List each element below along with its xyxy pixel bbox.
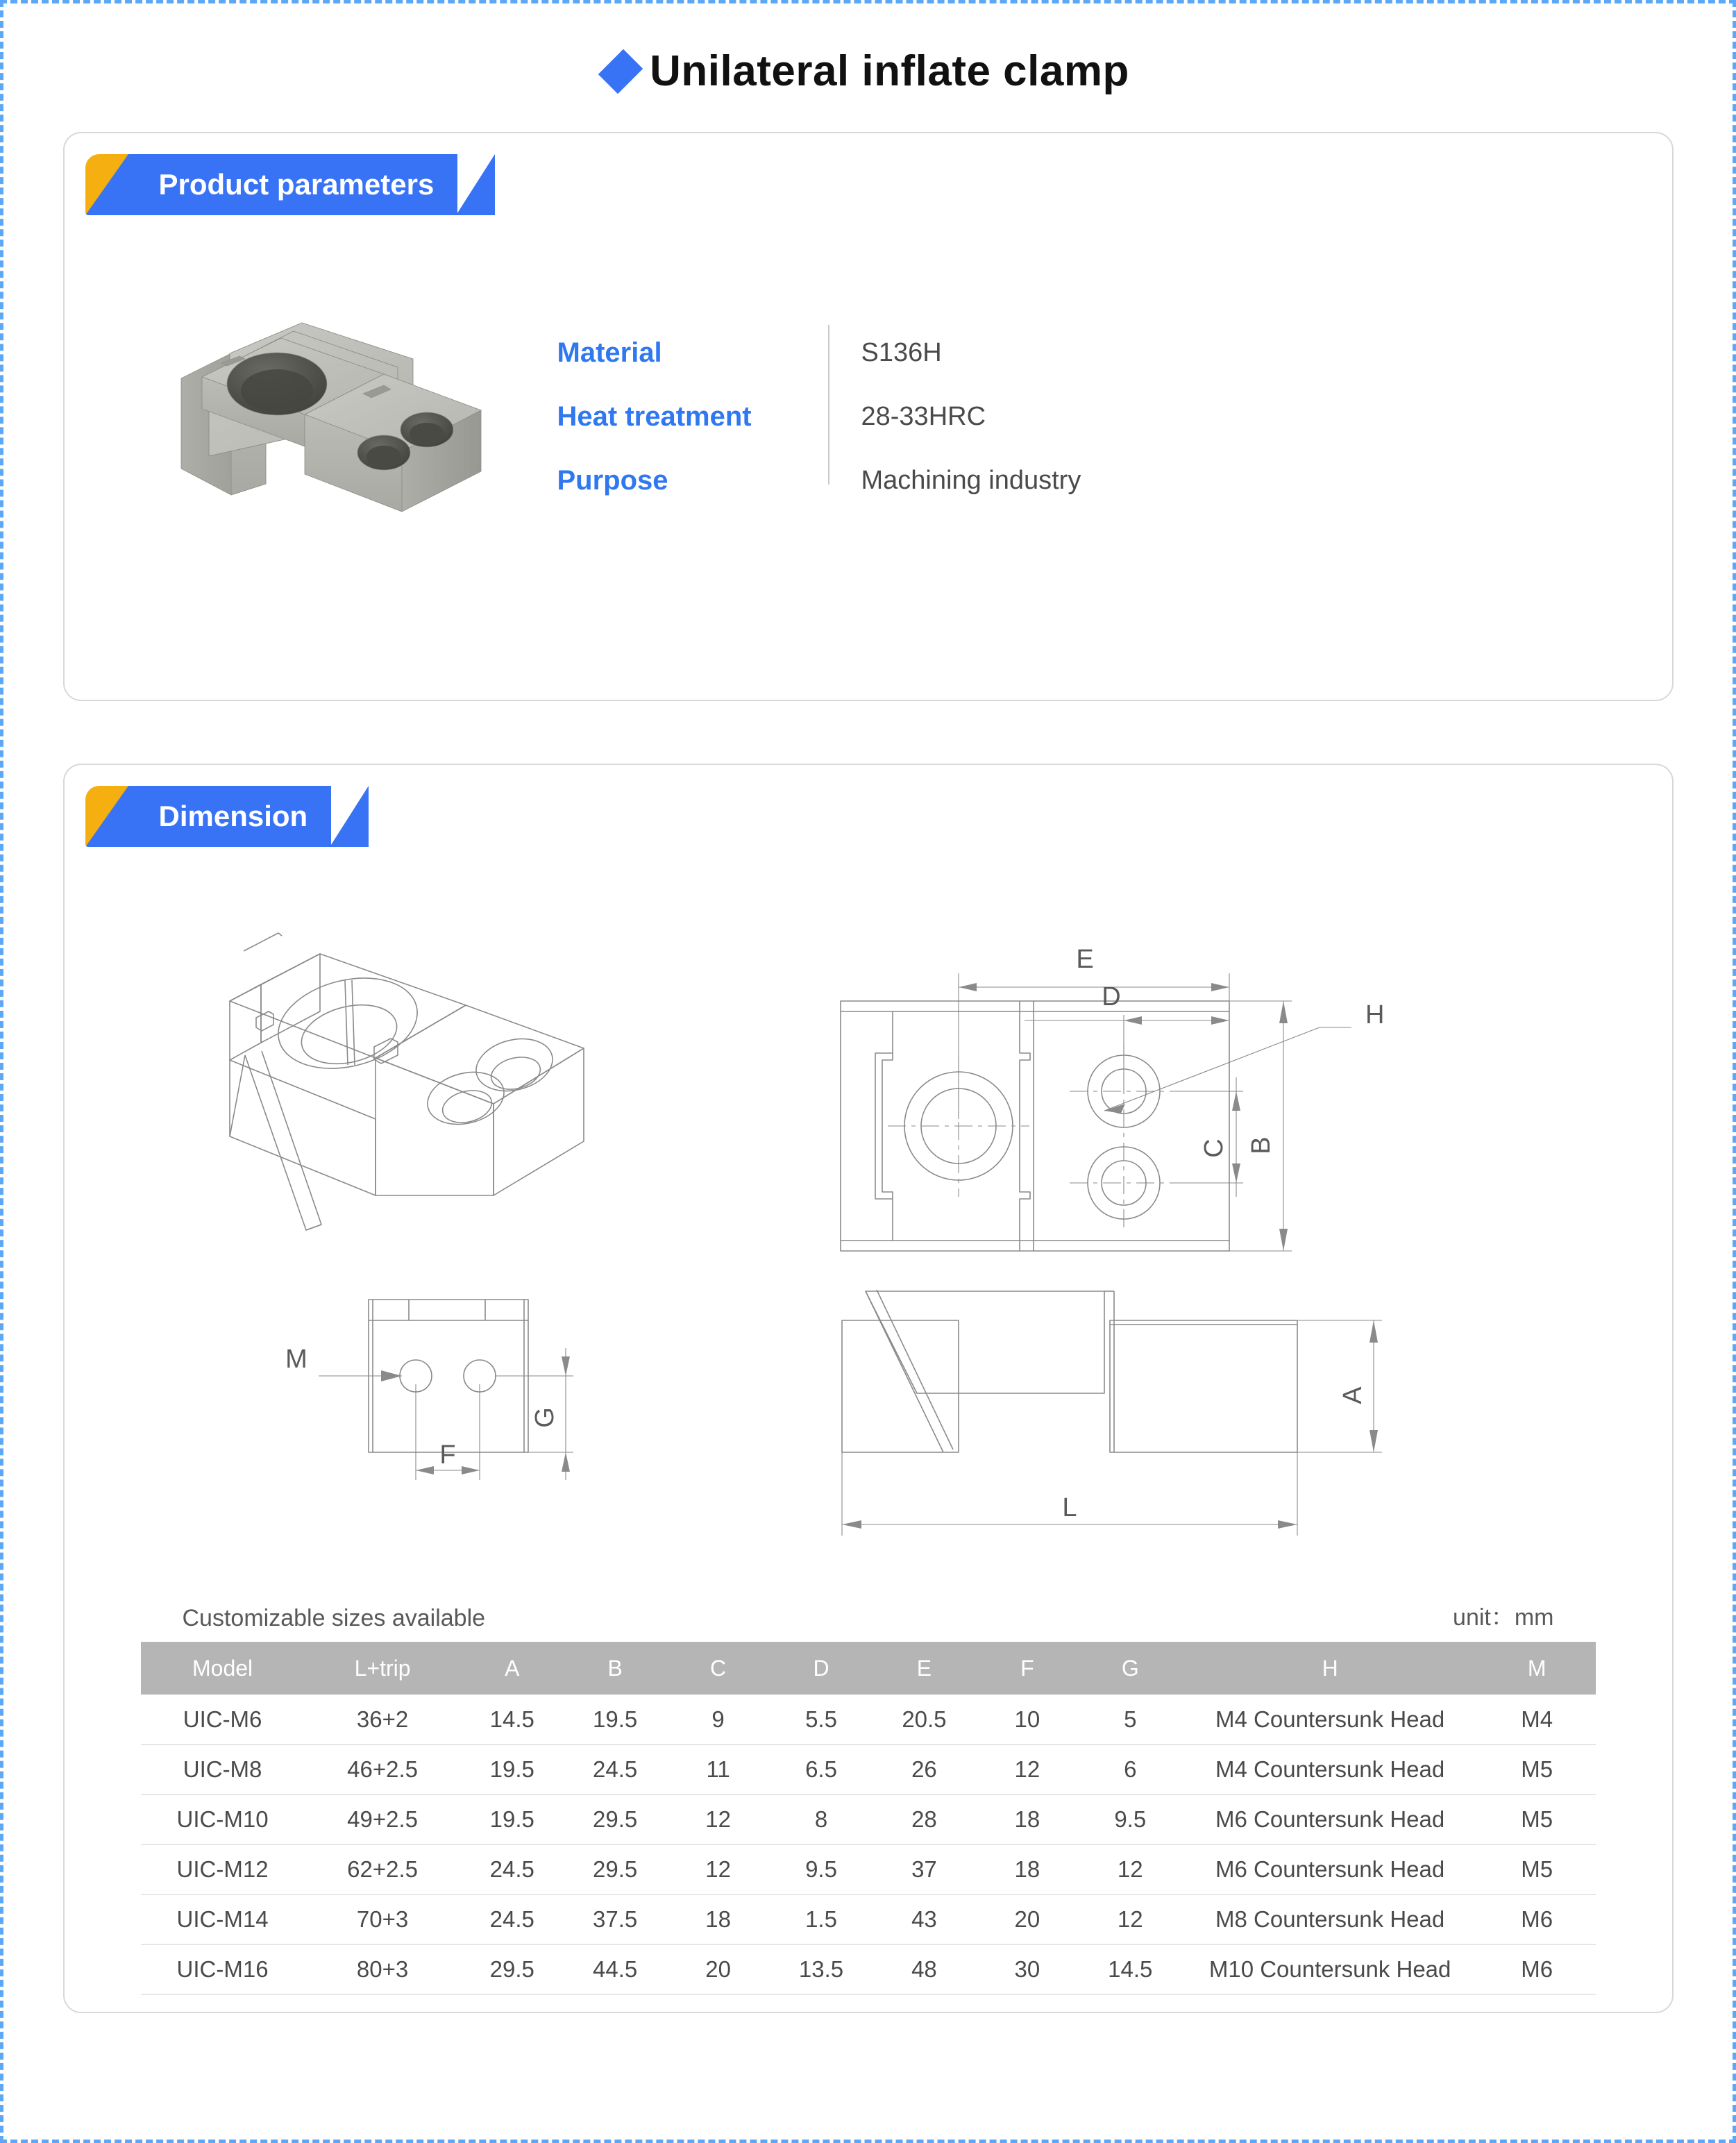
cell-f: 20	[976, 1894, 1079, 1944]
cell-ltrip: 80+3	[305, 1944, 461, 1994]
banner-body	[128, 154, 458, 215]
dimension-table-section	[141, 1598, 1596, 1995]
cell-model: UIC-M10	[141, 1795, 305, 1844]
cell-d: 9.5	[770, 1844, 873, 1894]
cell-m: M5	[1478, 1745, 1596, 1795]
cell-a: 29.5	[461, 1944, 564, 1994]
product-parameters-banner	[85, 154, 458, 215]
cell-m: M6	[1478, 1944, 1596, 1994]
cell-m: M5	[1478, 1795, 1596, 1844]
dim-label-d: D	[1101, 982, 1121, 1011]
cell-ltrip: 62+2.5	[305, 1844, 461, 1894]
cell-e: 20.5	[873, 1695, 975, 1745]
cell-b: 37.5	[564, 1894, 666, 1944]
dim-label-f: F	[439, 1440, 456, 1470]
cell-a: 14.5	[461, 1695, 564, 1745]
banner-corner-icon	[85, 786, 128, 847]
cell-e: 26	[873, 1745, 975, 1795]
spec-value-material: S136H	[861, 338, 942, 367]
cell-c: 12	[666, 1844, 769, 1894]
table-header-model: Model	[141, 1642, 305, 1695]
cell-model: UIC-M16	[141, 1944, 305, 1994]
cell-m: M5	[1478, 1844, 1596, 1894]
table-row	[141, 1795, 1596, 1844]
cell-a: 19.5	[461, 1795, 564, 1844]
dim-label-g: G	[530, 1407, 559, 1428]
cell-a: 19.5	[461, 1745, 564, 1795]
cell-h: M6 Countersunk Head	[1181, 1795, 1478, 1844]
technical-drawing-group	[140, 869, 1597, 1577]
table-row	[141, 1844, 1596, 1894]
cell-d: 1.5	[770, 1894, 873, 1944]
cell-m: M4	[1478, 1695, 1596, 1745]
dimension-table	[141, 1642, 1596, 1995]
cell-ltrip: 70+3	[305, 1894, 461, 1944]
banner-body	[128, 786, 332, 847]
cell-g: 14.5	[1079, 1944, 1181, 1994]
table-row	[141, 1894, 1596, 1944]
cell-h: M8 Countersunk Head	[1181, 1894, 1478, 1944]
cell-b: 24.5	[564, 1745, 666, 1795]
cell-model: UIC-M6	[141, 1695, 305, 1745]
page-title-text: Unilateral inflate clamp	[650, 47, 1129, 95]
cell-ltrip: 46+2.5	[305, 1745, 461, 1795]
cell-c: 12	[666, 1795, 769, 1844]
cell-g: 9.5	[1079, 1795, 1181, 1844]
spec-key-material: Material	[557, 337, 662, 368]
spec-keys	[557, 321, 828, 512]
cell-e: 43	[873, 1894, 975, 1944]
table-header-m: M	[1478, 1642, 1596, 1695]
spec-divider	[828, 325, 829, 485]
banner-corner-icon	[85, 154, 128, 215]
product-parameters-label: Product parameters	[158, 168, 435, 201]
isometric-view	[230, 933, 584, 1230]
spec-list	[557, 321, 1081, 512]
dim-label-c: C	[1199, 1138, 1229, 1158]
cell-c: 11	[666, 1745, 769, 1795]
cell-h: M4 Countersunk Head	[1181, 1745, 1478, 1795]
table-header-e: E	[873, 1642, 975, 1695]
dim-label-e: E	[1075, 945, 1094, 974]
dim-label-h: H	[1365, 1000, 1384, 1030]
spec-value-purpose: Machining industry	[861, 466, 1081, 495]
table-header-b: B	[564, 1642, 666, 1695]
page-title	[3, 47, 1733, 96]
cell-b: 29.5	[564, 1795, 666, 1844]
table-header-g: G	[1079, 1642, 1181, 1695]
cell-g: 6	[1079, 1745, 1181, 1795]
product-photo	[155, 310, 516, 602]
cell-a: 24.5	[461, 1844, 564, 1894]
table-row	[141, 1695, 1596, 1745]
cell-c: 9	[666, 1695, 769, 1745]
table-note-customizable: Customizable sizes available	[182, 1605, 486, 1631]
cell-g: 12	[1079, 1844, 1181, 1894]
cell-d: 13.5	[770, 1944, 873, 1994]
cell-f: 10	[976, 1695, 1079, 1745]
cell-d: 5.5	[770, 1695, 873, 1745]
cell-b: 44.5	[564, 1944, 666, 1994]
cell-m: M6	[1478, 1894, 1596, 1944]
cell-g: 12	[1079, 1894, 1181, 1944]
cell-h: M6 Countersunk Head	[1181, 1844, 1478, 1894]
cell-c: 18	[666, 1894, 769, 1944]
spec-values	[861, 321, 1081, 512]
product-parameters-card	[63, 132, 1674, 701]
table-header-d: D	[770, 1642, 873, 1695]
dim-label-a: A	[1338, 1386, 1367, 1404]
dimension-label: Dimension	[158, 800, 308, 832]
cell-model: UIC-M14	[141, 1894, 305, 1944]
table-header-h: H	[1181, 1642, 1478, 1695]
cell-ltrip: 49+2.5	[305, 1795, 461, 1844]
product-parameters-body	[65, 244, 1672, 700]
cell-e: 28	[873, 1795, 975, 1844]
dim-label-m: M	[285, 1345, 307, 1374]
dim-label-l: L	[1061, 1493, 1077, 1522]
table-row	[141, 1944, 1596, 1994]
top-view	[841, 973, 1351, 1251]
dimension-banner	[85, 786, 332, 847]
spec-key-purpose: Purpose	[557, 465, 668, 496]
cell-f: 30	[976, 1944, 1079, 1994]
table-caption-row	[141, 1598, 1596, 1642]
dimension-drawings	[65, 869, 1672, 1591]
cell-c: 20	[666, 1944, 769, 1994]
table-header-a: A	[461, 1642, 564, 1695]
dimension-card	[63, 764, 1674, 2013]
cell-e: 48	[873, 1944, 975, 1994]
table-header-c: C	[666, 1642, 769, 1695]
spec-value-heat-treatment: 28-33HRC	[861, 402, 986, 431]
diamond-bullet-icon	[598, 49, 643, 93]
spec-key-heat-treatment: Heat treatment	[557, 401, 752, 432]
cell-d: 6.5	[770, 1745, 873, 1795]
cell-f: 18	[976, 1795, 1079, 1844]
cell-h: M4 Countersunk Head	[1181, 1695, 1478, 1745]
table-header-f: F	[976, 1642, 1079, 1695]
table-row	[141, 1745, 1596, 1795]
cell-g: 5	[1079, 1695, 1181, 1745]
cell-model: UIC-M12	[141, 1844, 305, 1894]
cell-h: M10 Countersunk Head	[1181, 1944, 1478, 1994]
cell-f: 12	[976, 1745, 1079, 1795]
table-header-ltrip: L+trip	[305, 1642, 461, 1695]
cell-d: 8	[770, 1795, 873, 1844]
table-note-unit: unit：mm	[1453, 1604, 1554, 1631]
table-header-row	[141, 1642, 1596, 1695]
cell-ltrip: 36+2	[305, 1695, 461, 1745]
cell-b: 29.5	[564, 1844, 666, 1894]
dim-label-b: B	[1246, 1136, 1276, 1154]
cell-a: 24.5	[461, 1894, 564, 1944]
cell-b: 19.5	[564, 1695, 666, 1745]
cell-model: UIC-M8	[141, 1745, 305, 1795]
cell-f: 18	[976, 1844, 1079, 1894]
side-view	[842, 1290, 1382, 1536]
cell-e: 37	[873, 1844, 975, 1894]
